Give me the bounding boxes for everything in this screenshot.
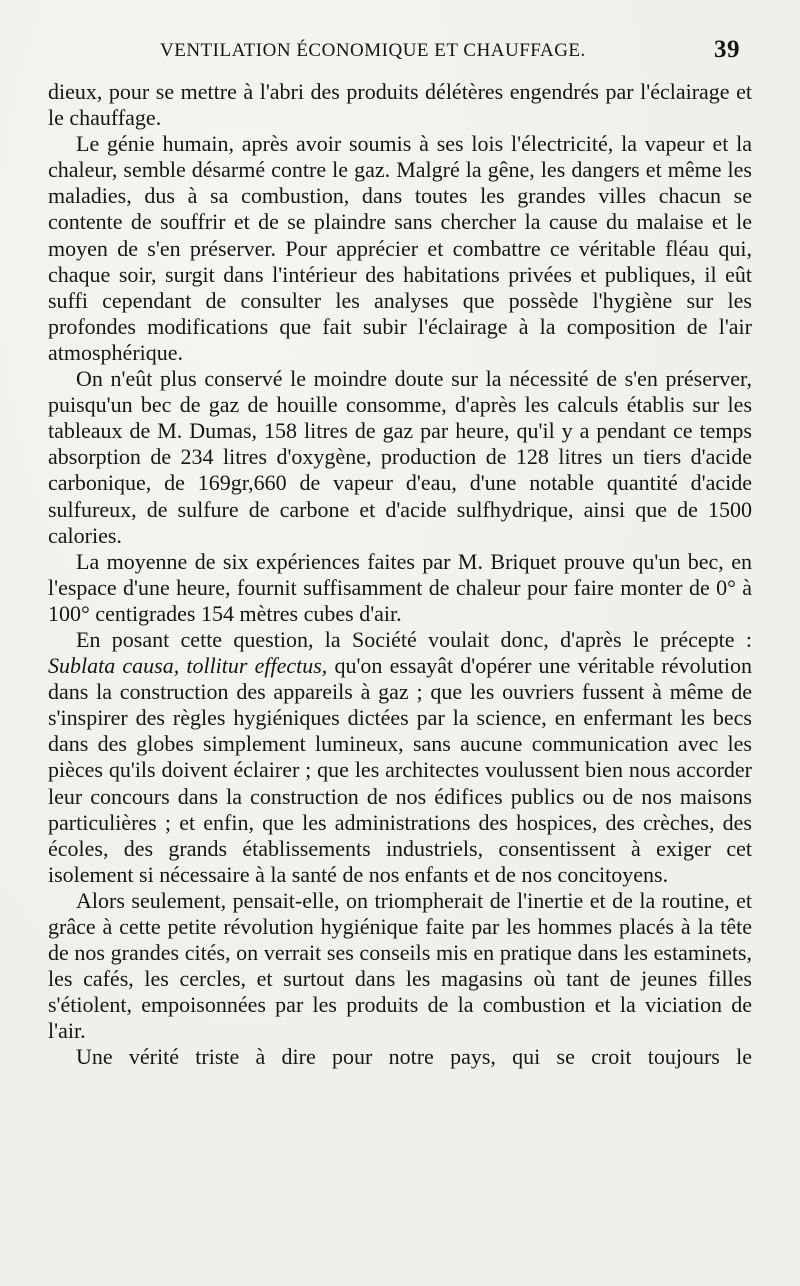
paragraph-continuation: dieux, pour se mettre à l'abri des produits délétères engendrés par l'éclairage et le chauffage. bbox=[48, 79, 752, 131]
paragraph-verite: Une vérité triste à dire pour notre pays, qui se croit toujours le bbox=[76, 1044, 752, 1070]
paragraph-doute: On n'eût plus conservé le moindre doute sur la nécessité de s'en préserver, puisqu'un bec de gaz de houille consomme, d'après les calculs établis sur les tableaux de M. Dumas, 158 litres de gaz par heure, qu'il y a pendant ce temps absorption de 234 litres d'oxygène, production de 128 litres un tiers d'acide carbonique, de 169gr,660 de vapeur d'eau, d'une notable quantité d'acide sulfureux, de sulfure de carbone et d'acide sulfhydrique, ainsi que de 1500 calories. bbox=[48, 366, 752, 548]
running-head bbox=[160, 34, 740, 68]
paragraph-briquet: La moyenne de six expériences faites par M. Briquet prouve qu'un bec, en l'espace d'une heure, fournit suffisamment de chaleur pour faire monter de 0° à 100° centigrades 154 mètres cubes d'air. bbox=[48, 548, 752, 626]
paragraph-alors: Alors seulement, pensait-elle, on triompherait de l'inertie et de la routine, et grâce à cette petite révolution hygiénique faite par les hommes placés à la tête de nos grandes cités, on verrait ses conseils mis en pratique dans les estaminets, les cafés, les cercles, et surtout dans les magasins où tant de jeunes filles s'étiolent, empoisonnées par les produits de la combustion et la viciation de l'air. bbox=[48, 887, 752, 1044]
paragraph-question bbox=[48, 627, 752, 888]
latin-maxim: Sublata causa, tollitur effectus, bbox=[48, 653, 328, 679]
running-title: VENTILATION ÉCONOMIQUE ET CHAUFFAGE. bbox=[160, 40, 586, 61]
paragraph-question-after: qu'on essayât d'opérer une véritable révolution dans la construction des appareils à gaz ; que les ouvriers fussent à même de s'inspirer des règles hygiéniques dictées par la science, en enfermant les becs dans des globes simplement lumineux, sans aucune communication avec les pièces qu'ils doivent éclairer ; que les architectes voulussent bien nous accorder leur concours dans la construction de nos édifices publics ou de nos maisons particulières ; et enfin, que les administrations des hospices, des crèches, des écoles, des grands établissements industriels, consentissent à exiger cet isolement si nécessaire à la santé de nos enfants et de nos concitoyens. bbox=[48, 653, 752, 887]
page-number: 39 bbox=[714, 36, 740, 63]
paragraph-genie-humain: Le génie humain, après avoir soumis à ses lois l'électricité, la vapeur et la chaleur, semble désarmé contre le gaz. Malgré la gêne, les dangers et même les maladies, dus à sa combustion, dans toutes les grandes villes chacun se contente de souffrir et de se plaindre sans chercher la cause du malaise et le moyen de s'en préserver. Pour apprécier et combattre ce véritable fléau qui, chaque soir, surgit dans l'intérieur des habitations privées et publiques, il eût suffi cependant de consulter les analyses que possède l'hygiène sur les profondes modifications que fait subir l'éclairage à la composition de l'air atmosphérique. bbox=[48, 131, 752, 365]
body-text bbox=[48, 79, 752, 1071]
paragraph-question-before: En posant cette question, la Société voulait donc, d'après le précepte : bbox=[76, 626, 752, 652]
